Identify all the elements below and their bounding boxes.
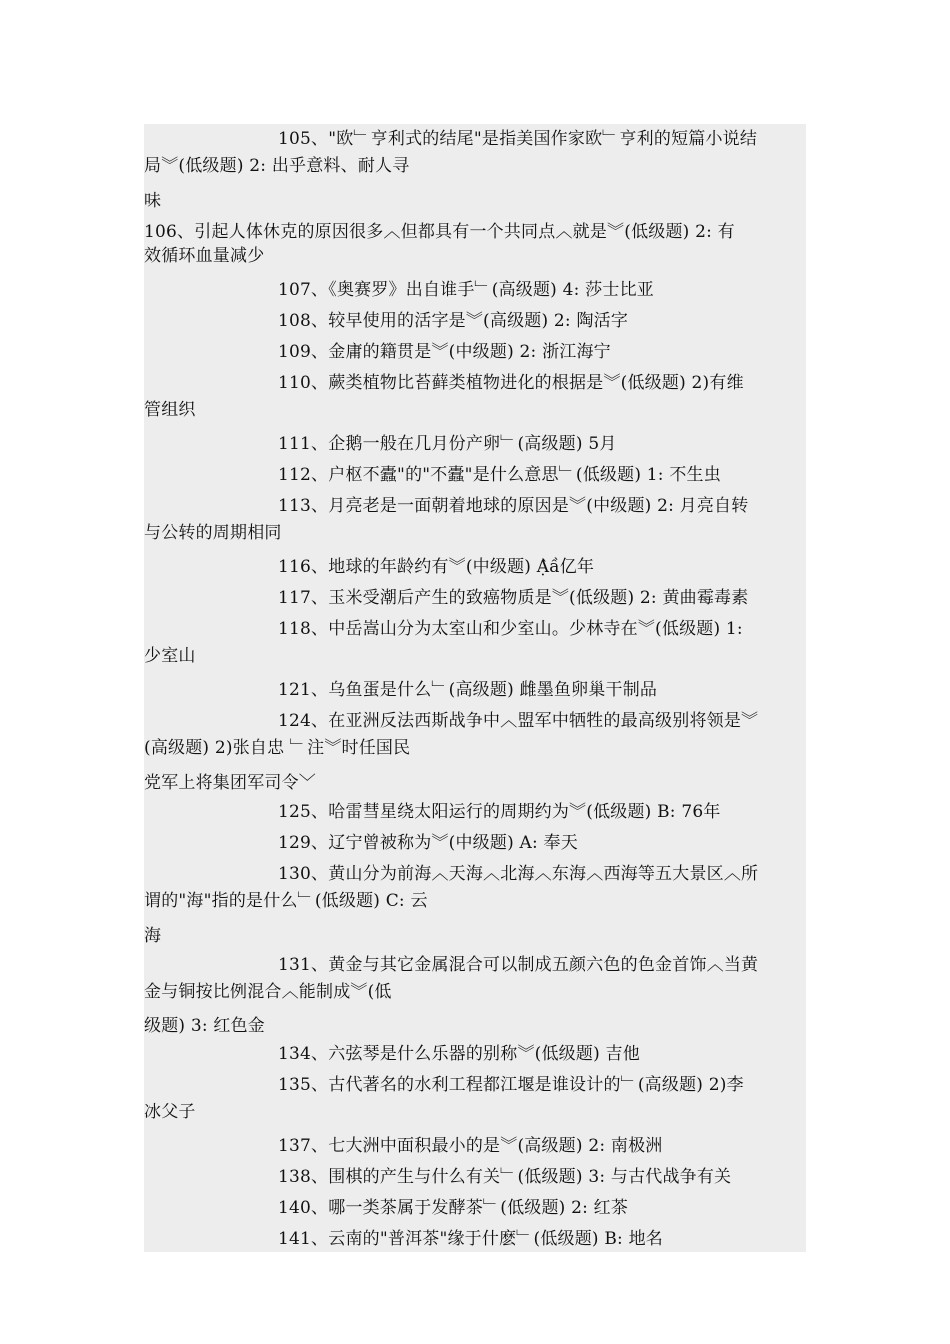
- text-line: 金与铜按比例混合︿能制成︾(低: [144, 982, 392, 1002]
- text-line: 海: [144, 926, 162, 946]
- text-line: 138、围棋的产生与什么有关﹂(低级题) 3: 与古代战争有关: [278, 1167, 732, 1187]
- text-line: 110、蕨类植物比苔藓类植物进化的根据是︾(低级题) 2)有维: [278, 373, 744, 393]
- text-line: 效循环血量减少: [144, 246, 265, 266]
- text-line: 117、玉米受潮后产生的致癌物质是︾(低级题) 2: 黄曲霉毒素: [278, 588, 749, 608]
- text-line: 125、哈雷彗星绕太阳运行的周期约为︾(低级题) B: 76年: [278, 802, 721, 822]
- text-line: 124、在亚洲反法西斯战争中︿盟军中牺牲的最高级别将领是︾: [278, 711, 759, 731]
- text-line: 107、《奥赛罗》出自谁手﹂(高级题) 4: 莎士比亚: [278, 280, 654, 300]
- text-line: 级题) 3: 红色金: [144, 1016, 265, 1036]
- text-line: 少室山: [144, 646, 196, 666]
- text-line: 118、中岳嵩山分为太室山和少室山。少林寺在︾(低级题) 1:: [278, 619, 743, 639]
- document-body: [144, 124, 806, 1252]
- text-line: 108、较早使用的活字是︾(高级题) 2: 陶活字: [278, 311, 629, 331]
- text-line: 111、企鹅一般在几月份产卵﹂(高级题) 5月: [278, 434, 617, 454]
- text-line: 137、七大洲中面积最小的是︾(高级题) 2: 南极洲: [278, 1136, 663, 1156]
- text-line: 131、黄金与其它金属混合可以制成五颜六色的色金首饰︿当黄: [278, 955, 759, 975]
- text-line: 135、古代著名的水利工程都江堰是谁设计的﹂(高级题) 2)李: [278, 1075, 744, 1095]
- text-line: 与公转的周期相同: [144, 523, 282, 543]
- text-line: 134、六弦琴是什么乐器的别称︾(低级题) 吉他: [278, 1044, 640, 1064]
- text-line: 130、黄山分为前海︿天海︿北海︿东海︿西海等五大景区︿所: [278, 864, 759, 884]
- text-line: 113、月亮老是一面朝着地球的原因是︾(中级题) 2: 月亮自转: [278, 496, 749, 516]
- text-line: 140、哪一类茶属于发酵茶﹂(低级题) 2: 红茶: [278, 1198, 629, 1218]
- text-line: 管组织: [144, 400, 196, 420]
- text-line: 112、户枢不蠹"的"不蠹"是什么意思﹂(低级题) 1: 不生虫: [278, 465, 721, 485]
- text-line: 味: [144, 191, 162, 211]
- text-line: (高级题) 2)张自忠 ﹂注︾时任国民: [144, 738, 411, 758]
- text-line: 党军上将集团军司令﹀: [144, 773, 316, 793]
- text-line: 116、地球的年龄约有︾(中级题) Ạ̀ầ亿年: [278, 557, 595, 577]
- text-line: 106、引起人体休克的原因很多︿但都具有一个共同点︿就是︾(低级题) 2: 有: [144, 222, 735, 242]
- text-line: 121、乌鱼蛋是什么﹂(高级题) 雌墨鱼卵巢干制品: [278, 680, 658, 700]
- text-line: 105、"欧﹂亨利式的结尾"是指美国作家欧﹂亨利的短篇小说结: [278, 129, 758, 149]
- text-line: 109、金庸的籍贯是︾(中级题) 2: 浙江海宁: [278, 342, 611, 362]
- text-line: 141、云南的"普洱茶"缘于什麽﹂(低级题) B: 地名: [278, 1229, 663, 1249]
- text-line: 谓的"海"指的是什么﹂(低级题) C: 云: [144, 891, 428, 911]
- text-line: 冰父子: [144, 1102, 196, 1122]
- text-line: 局︾(低级题) 2: 出乎意料、耐人寻: [144, 156, 410, 176]
- text-line: 129、辽宁曾被称为︾(中级题) A: 奉天: [278, 833, 578, 853]
